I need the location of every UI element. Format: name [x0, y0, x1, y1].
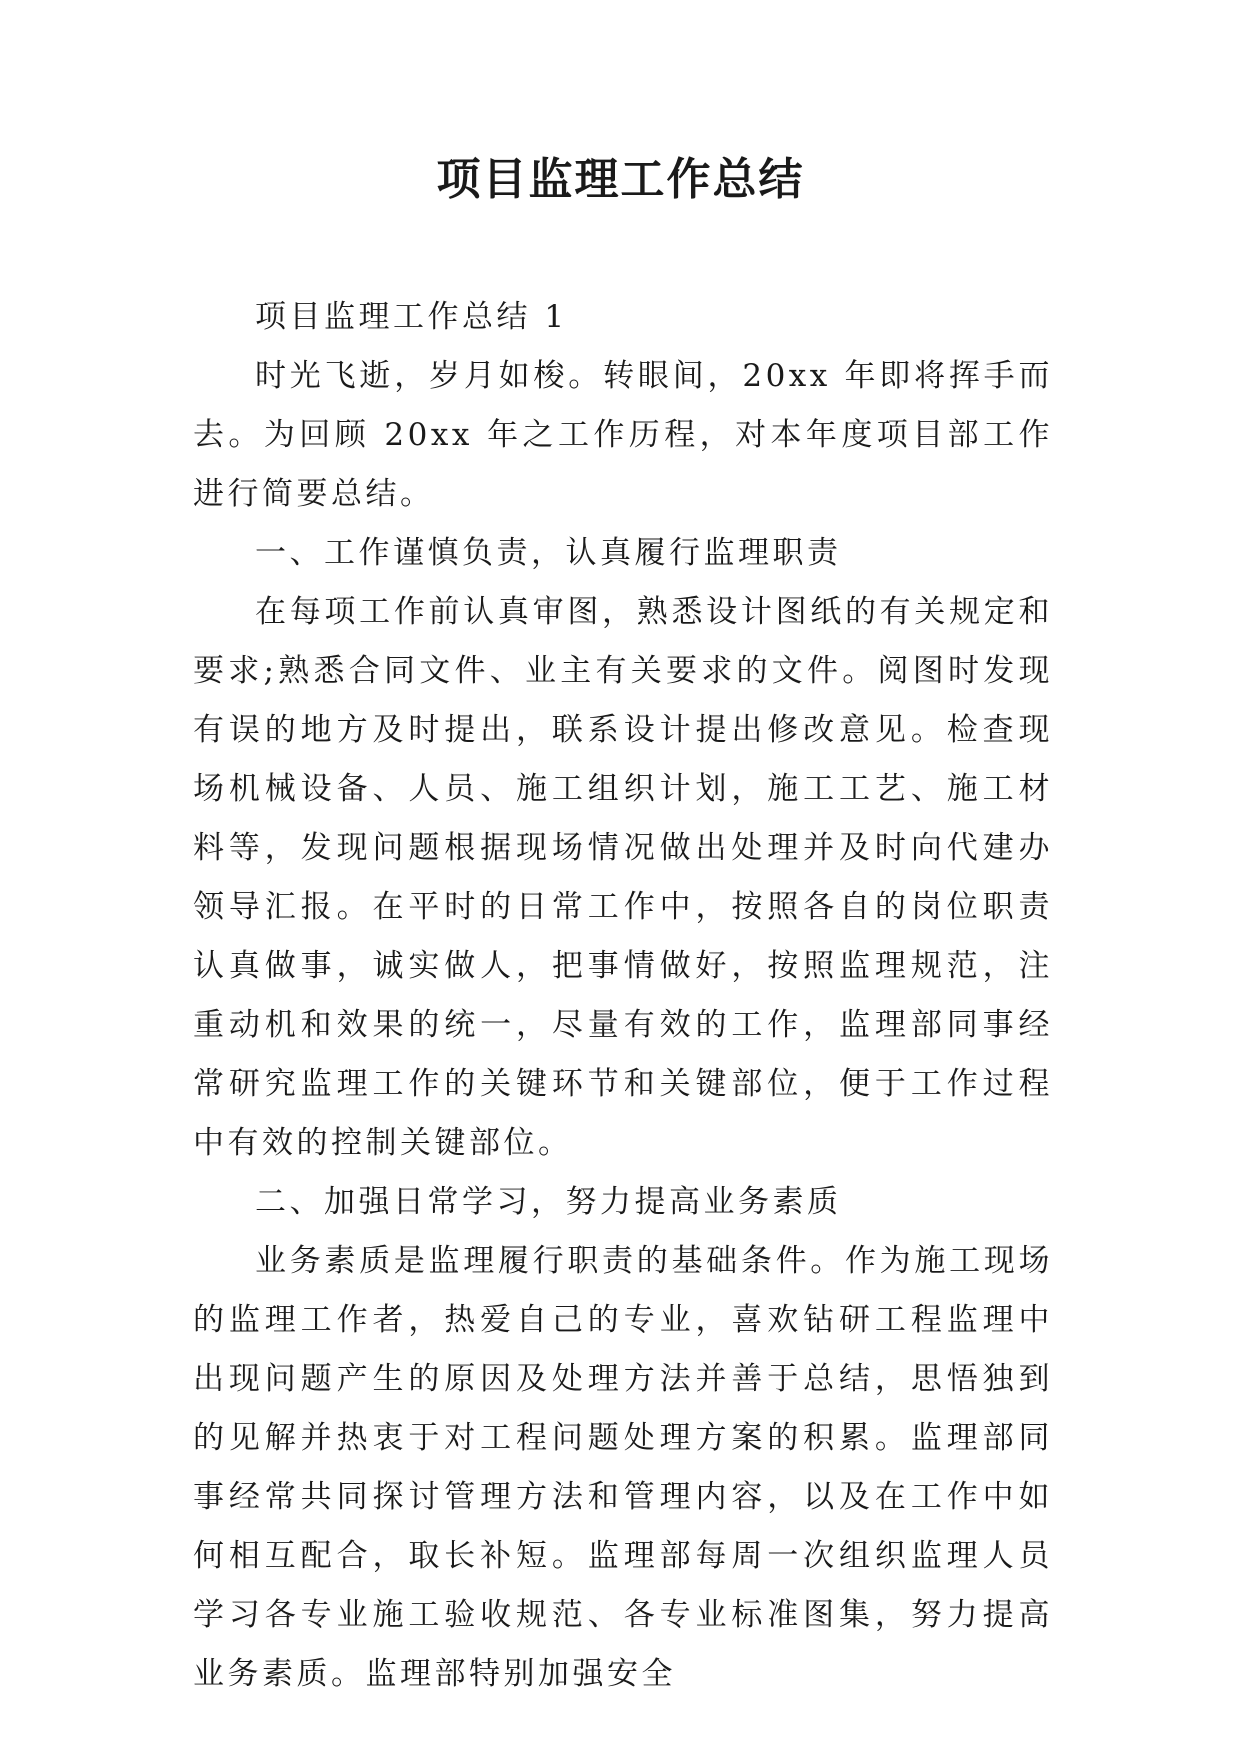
section-heading: 二、加强日常学习，努力提高业务素质: [255, 1184, 842, 1220]
body-paragraph: 业务素质是监理履行职责的基础条件。作为施工现场的监理工作者，热爱自己的专业，喜欢钻研工程监理中出现问题产生的原因及处理方法并善于总结，思悟独到的见解并热衷于对工程问题处理方案的积累。监理部同事经常共同探讨管理方法和管理内容，以及在工作中如何相互配合，取长补短。监理部每周一次组织监理人员学习各专业施工验收规范、各专业标准图集，努力提高业务素质。监理部特别加强安全: [193, 1243, 1053, 1692]
section-heading: 项目监理工作总结 1: [255, 299, 568, 335]
document-body: [193, 288, 1053, 1704]
intro-paragraph: 时光飞逝，岁月如梭。转眼间，20xx 年即将挥手而去。为回顾 20xx 年之工作历程，对本年度项目部工作进行简要总结。: [193, 358, 1053, 512]
body-paragraph: 在每项工作前认真审图，熟悉设计图纸的有关规定和要求;熟悉合同文件、业主有关要求的文件。阅图时发现有误的地方及时提出，联系设计提出修改意见。检查现场机械设备、人员、施工组织计划，施工工艺、施工材料等，发现问题根据现场情况做出处理并及时向代建办领导汇报。在平时的日常工作中，按照各自的岗位职责认真做事，诚实做人，把事情做好，按照监理规范，注重动机和效果的统一，尽量有效的工作，监理部同事经常研究监理工作的关键环节和关键部位，便于工作过程中有效的控制关键部位。: [193, 594, 1053, 1161]
document-title: 项目监理工作总结: [436, 154, 805, 205]
section-heading: 一、工作谨慎负责，认真履行监理职责: [255, 535, 842, 571]
